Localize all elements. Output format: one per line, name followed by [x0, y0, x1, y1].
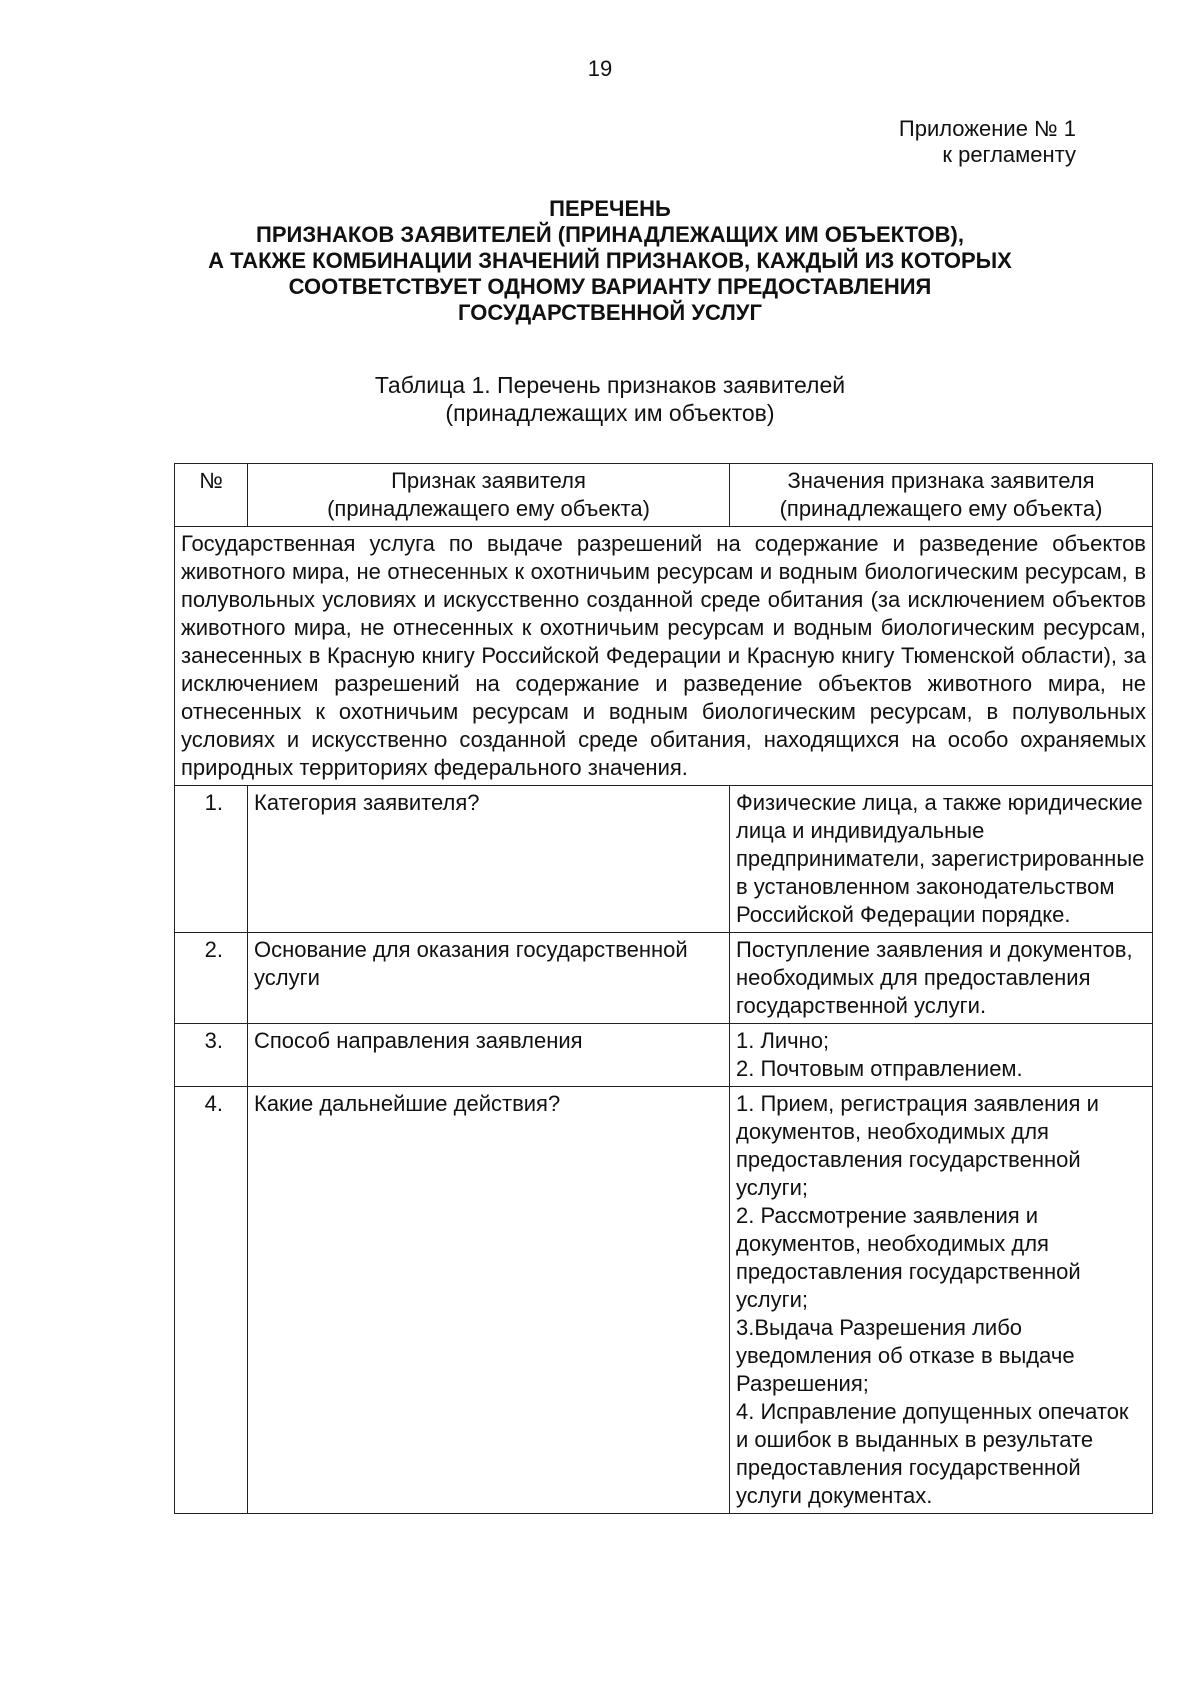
appendix-line-2: к регламенту	[942, 142, 1076, 167]
table-row	[175, 786, 1153, 933]
header-feature	[248, 464, 730, 527]
document-title	[160, 196, 1060, 326]
service-description-row	[175, 527, 1153, 786]
row-feature: Категория заявителя?	[248, 786, 730, 933]
header-value	[730, 464, 1153, 527]
table-caption-line-1: Таблица 1. Перечень признаков заявителей	[374, 372, 846, 398]
title-line-5: ГОСУДАРСТВЕННОЙ УСЛУГ	[458, 300, 762, 325]
row-value: Поступление заявления и документов, необходимых для предоставления государственной услуги.	[730, 933, 1153, 1024]
header-value-line-1: Значения признака заявителя	[787, 468, 1095, 493]
table-row	[175, 933, 1153, 1024]
service-description: Государственная услуга по выдаче разрешений на содержание и разведение объектов животного мира, не отнесенных к охотничьим ресурсам и водным биологическим ресурсам, в полувольных условиях и искусственно созданной среде обитания (за исключением объектов животного мира, не отнесенных к охотничьим ресурсам и водным биологическим ресурсам, занесенных в Красную книгу Российской Федерации и Красную книгу Тюменской области), за исключением разрешений на содержание и разведение объектов животного мира, не отнесенных к охотничьим ресурсам и водным биологическим ресурсам, в полувольных условиях и искусственно созданной среде обитания, находящихся на особо охраняемых природных территориях федерального значения.	[175, 527, 1153, 786]
row-feature: Основание для оказания государственной услуги	[248, 933, 730, 1024]
features-table	[174, 463, 1153, 1514]
title-line-1: ПЕРЕЧЕНЬ	[549, 196, 671, 221]
value-item: 1. Прием, регистрация заявления и документов, необходимых для предоставления государственной услуги;	[736, 1091, 1099, 1200]
header-num: №	[175, 464, 248, 527]
value-item: 2. Почтовым отправлением.	[736, 1056, 1023, 1081]
value-item: 1. Лично;	[736, 1028, 830, 1053]
table-caption-line-2: (принадлежащих им объектов)	[445, 400, 775, 426]
table-header-row	[175, 464, 1153, 527]
row-value	[730, 1087, 1153, 1514]
page-number: 19	[587, 56, 613, 81]
title-line-2: ПРИЗНАКОВ ЗАЯВИТЕЛЕЙ (ПРИНАДЛЕЖАЩИХ ИМ ОБЪЕКТОВ),	[256, 222, 964, 247]
value-item: 3.Выдача Разрешения либо уведомления об отказе в выдаче Разрешения;	[736, 1315, 1075, 1396]
row-feature: Способ направления заявления	[248, 1024, 730, 1087]
title-line-3: А ТАКЖЕ КОМБИНАЦИИ ЗНАЧЕНИЙ ПРИЗНАКОВ, КАЖДЫЙ ИЗ КОТОРЫХ	[208, 248, 1012, 273]
row-num: 2.	[175, 933, 248, 1024]
row-num: 4.	[175, 1087, 248, 1514]
table-row	[175, 1024, 1153, 1087]
appendix-note	[899, 116, 1076, 168]
row-value	[730, 1024, 1153, 1087]
value-item: 2. Рассмотрение заявления и документов, необходимых для предоставления государственной услуги;	[736, 1203, 1081, 1312]
row-value: Физические лица, а также юридические лица и индивидуальные предприниматели, зарегистрированные в установленном законодательством Российской Федерации порядке.	[730, 786, 1153, 933]
title-line-4: СООТВЕТСТВУЕТ ОДНОМУ ВАРИАНТУ ПРЕДОСТАВЛЕНИЯ	[288, 274, 932, 299]
appendix-line-1: Приложение № 1	[898, 116, 1076, 141]
row-feature: Какие дальнейшие действия?	[248, 1087, 730, 1514]
row-num: 3.	[175, 1024, 248, 1087]
value-item: 4. Исправление допущенных опечаток и ошибок в выданных в результате предоставления государственной услуги документах.	[736, 1399, 1129, 1508]
table-row	[175, 1087, 1153, 1514]
header-value-line-2: (принадлежащего ему объекта)	[779, 496, 1103, 521]
header-feature-line-1: Признак заявителя	[391, 468, 586, 493]
header-feature-line-2: (принадлежащего ему объекта)	[327, 496, 650, 521]
table-caption	[160, 371, 1060, 427]
row-num: 1.	[175, 786, 248, 933]
